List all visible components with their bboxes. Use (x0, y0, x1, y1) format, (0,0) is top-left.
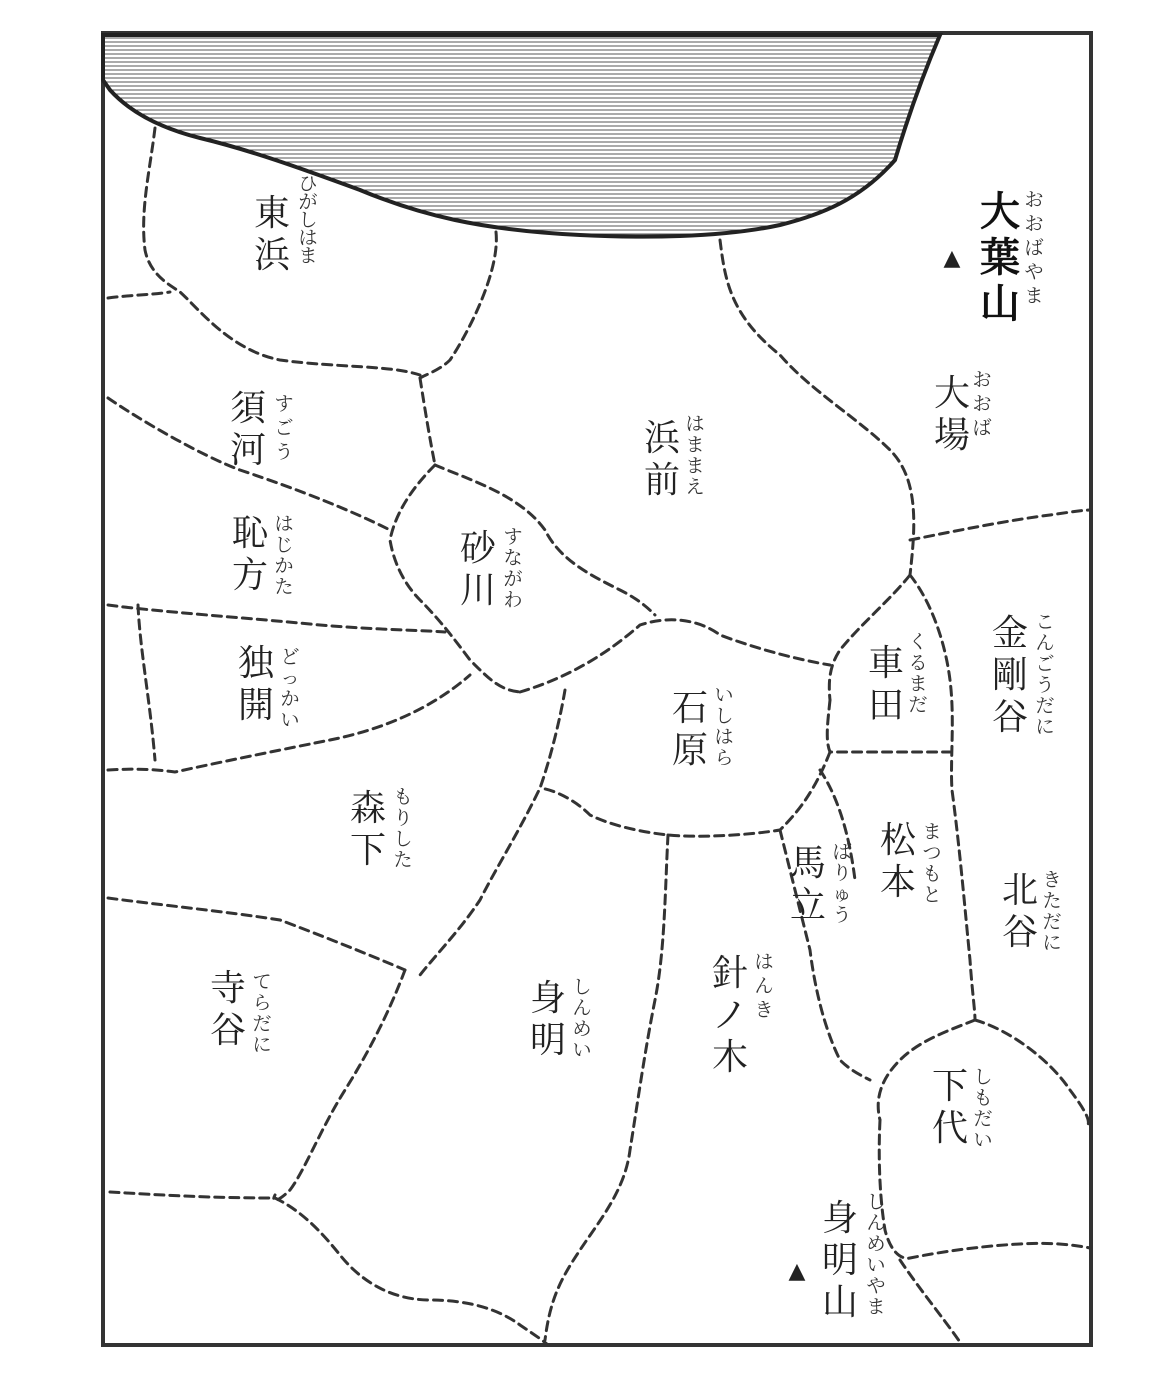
area-kana-char: わ (503, 589, 523, 611)
area-kanji-char: 石 (671, 688, 709, 729)
area-kana-char: や (1024, 261, 1044, 283)
area-kanji-char: 明 (529, 1020, 567, 1061)
area-kana-char: な (503, 547, 523, 569)
area-kana-char: う (1035, 674, 1055, 696)
area-kana-char: た (274, 576, 294, 598)
area-kana-char: ま (685, 434, 705, 456)
area-kana-char: ご (274, 417, 294, 439)
area-kanji-char: 葉 (980, 234, 1020, 281)
area-kana-char: ひ (298, 173, 318, 195)
area-label-harinoki (712, 951, 774, 1078)
area-kanji-char: 本 (879, 862, 917, 903)
area-label-morishita (350, 786, 413, 871)
area-label-teradani (210, 968, 272, 1056)
area-kana-char: つ (922, 842, 942, 864)
area-kana-char: も (922, 863, 942, 885)
area-kanji-char: 原 (671, 730, 709, 771)
area-kanji-char: ノ (711, 995, 749, 1036)
area-kana-char: ま (685, 455, 705, 477)
area-kana-char: か (274, 555, 294, 577)
area-kana-char: だ (252, 1013, 272, 1035)
area-kana-char: い (973, 1129, 993, 1151)
area-label-dokkai (238, 643, 300, 731)
area-kana-char: え (685, 476, 705, 498)
bay-water (103, 35, 940, 237)
area-kanji-char: 前 (643, 460, 681, 501)
area-kana-char: ん (572, 997, 592, 1019)
area-kanji-char: 代 (931, 1108, 969, 1149)
area-kana-char: に (252, 1034, 272, 1056)
area-kanji-char: 森 (349, 788, 387, 829)
area-label-kitadani (1002, 869, 1062, 954)
area-kanji-char: 寺 (209, 968, 247, 1009)
area-kana-char: た (1042, 890, 1062, 912)
area-kana-char: す (503, 526, 523, 548)
area-label-kurumada (868, 631, 928, 726)
area-kana-char: は (274, 513, 294, 535)
area-kana-char: い (572, 1039, 592, 1061)
area-kanji-char: 河 (229, 430, 267, 471)
area-kana-char: ま (298, 245, 318, 267)
area-kanji-char: 開 (237, 685, 275, 726)
area-kana-char: く (908, 631, 928, 653)
area-kana-char: し (714, 705, 734, 727)
area-kana-char: だ (908, 694, 928, 716)
area-kanji-char: 松 (879, 820, 917, 861)
area-kana-char: こ (1035, 611, 1055, 633)
area-kanji-char: 大 (933, 373, 971, 414)
area-kana-char: め (866, 1233, 886, 1255)
area-kana-char: も (393, 786, 413, 808)
area-kanji-char: 馬 (789, 843, 827, 884)
area-kanji-char: 立 (789, 885, 827, 926)
area-kana-char: に (1042, 932, 1062, 954)
area-kana-char: ま (908, 673, 928, 695)
area-kana-char: は (298, 227, 318, 249)
area-kana-char: し (973, 1066, 993, 1088)
area-kanji-char: 谷 (991, 697, 1029, 738)
area-kanji-char: 浜 (643, 418, 681, 459)
area-kana-char: が (298, 191, 318, 213)
area-kana-char: ば (972, 417, 992, 439)
area-kana-char: も (973, 1087, 993, 1109)
area-kana-char: じ (274, 534, 294, 556)
area-kana-char: し (298, 209, 318, 231)
area-kanji-char: 金 (991, 613, 1029, 654)
area-kana-char: り (832, 862, 852, 884)
area-kanji-char: 車 (867, 643, 905, 684)
area-kanji-char: 川 (459, 570, 497, 611)
area-kana-char: が (503, 568, 523, 590)
area-kana-char: お (1024, 189, 1044, 211)
area-label-higashihama (254, 173, 318, 276)
area-kanji-char: 谷 (209, 1010, 247, 1051)
area-kana-char: に (1035, 716, 1055, 738)
area-kana-char: う (274, 441, 294, 463)
area-label-matsumoto (880, 820, 942, 906)
area-kanji-char: 恥 (231, 513, 269, 554)
area-kana-char: し (572, 976, 592, 998)
area-kana-char: と (922, 884, 942, 906)
area-label-shinmei (530, 976, 592, 1061)
area-kana-char: す (274, 393, 294, 415)
district-borders (108, 128, 1090, 1345)
area-kanji-char: 針 (711, 953, 749, 994)
area-kana-char: い (866, 1254, 886, 1276)
area-kana-char: お (972, 369, 992, 391)
area-kanji-char: 木 (711, 1037, 749, 1078)
area-kana-char: ま (1024, 285, 1044, 307)
area-kana-char: か (280, 688, 300, 710)
area-kana-char: る (908, 652, 928, 674)
area-kana-char: ば (1024, 237, 1044, 259)
area-kanji-char: 身 (821, 1198, 859, 1239)
area-kanji-char: 身 (529, 978, 567, 1019)
area-kana-char: は (685, 413, 705, 435)
area-label-hamamae (644, 413, 705, 501)
area-kana-char: お (972, 393, 992, 415)
area-kana-char: お (1024, 213, 1044, 235)
area-label-kongoudani (992, 611, 1055, 738)
area-kanji-char: 山 (980, 280, 1020, 327)
area-kana-char: い (280, 709, 300, 731)
area-kana-char: ら (252, 992, 272, 1014)
area-kana-char: や (866, 1275, 886, 1297)
area-kanji-char: 下 (931, 1066, 969, 1107)
area-label-ooba (934, 369, 992, 456)
area-label-shinmei-yama (789, 1191, 886, 1323)
area-kana-char: ん (866, 1212, 886, 1234)
area-label-shimodai (932, 1066, 993, 1151)
area-kana-char: き (754, 999, 774, 1021)
area-kana-char: り (393, 807, 413, 829)
mountain-icon: ▲ (788, 1259, 806, 1284)
area-label-hajikata (232, 513, 294, 598)
area-kana-char: は (714, 726, 734, 748)
area-kana-char: ら (714, 747, 734, 769)
area-kana-char: ま (866, 1296, 886, 1318)
area-label-suga (230, 388, 294, 471)
area-label-bariyuu (790, 841, 852, 926)
area-kana-char: ん (1035, 632, 1055, 654)
area-kanji-char: 浜 (253, 235, 291, 276)
area-kanji-char: 剛 (991, 655, 1029, 696)
area-kana-char: だ (1042, 911, 1062, 933)
area-kanji-char: 場 (933, 415, 971, 456)
area-kanji-char: 北 (1001, 870, 1039, 911)
area-label-ishihara (672, 684, 734, 771)
area-kana-char: ん (754, 975, 774, 997)
area-kanji-char: 方 (231, 555, 269, 596)
area-kanji-char: 山 (821, 1282, 859, 1323)
area-kana-char: っ (280, 667, 300, 689)
area-kana-char: ば (832, 841, 852, 863)
area-kana-char: ゅ (832, 883, 852, 905)
mountain-icon: ▲ (943, 246, 961, 271)
area-kanji-char: 砂 (459, 528, 497, 569)
area-kanji-char: 独 (237, 643, 275, 684)
area-kana-char: き (1042, 869, 1062, 891)
area-kanji-char: 東 (253, 193, 291, 234)
area-kanji-char: 明 (821, 1240, 859, 1281)
district-labels (210, 173, 1062, 1323)
area-kana-char: し (393, 828, 413, 850)
area-kana-char: め (572, 1018, 592, 1040)
area-kana-char: ま (922, 821, 942, 843)
area-kanji-char: 谷 (1001, 912, 1039, 953)
area-kana-char: う (832, 904, 852, 926)
area-kana-char: た (393, 849, 413, 871)
area-label-sunagawa (460, 526, 523, 611)
area-kanji-char: 大 (980, 188, 1020, 235)
area-label-ooba-yama (944, 188, 1044, 327)
area-kana-char: て (252, 971, 272, 993)
area-kana-char: は (754, 951, 774, 973)
area-kana-char: ご (1035, 653, 1055, 675)
area-kana-char: だ (1035, 695, 1055, 717)
area-kanji-char: 須 (229, 388, 267, 429)
area-kana-char: だ (973, 1108, 993, 1130)
area-kana-char: し (866, 1191, 886, 1213)
area-kanji-char: 田 (867, 685, 905, 726)
area-kana-char: ど (280, 646, 300, 668)
area-kana-char: い (714, 684, 734, 706)
area-kanji-char: 下 (349, 830, 387, 871)
